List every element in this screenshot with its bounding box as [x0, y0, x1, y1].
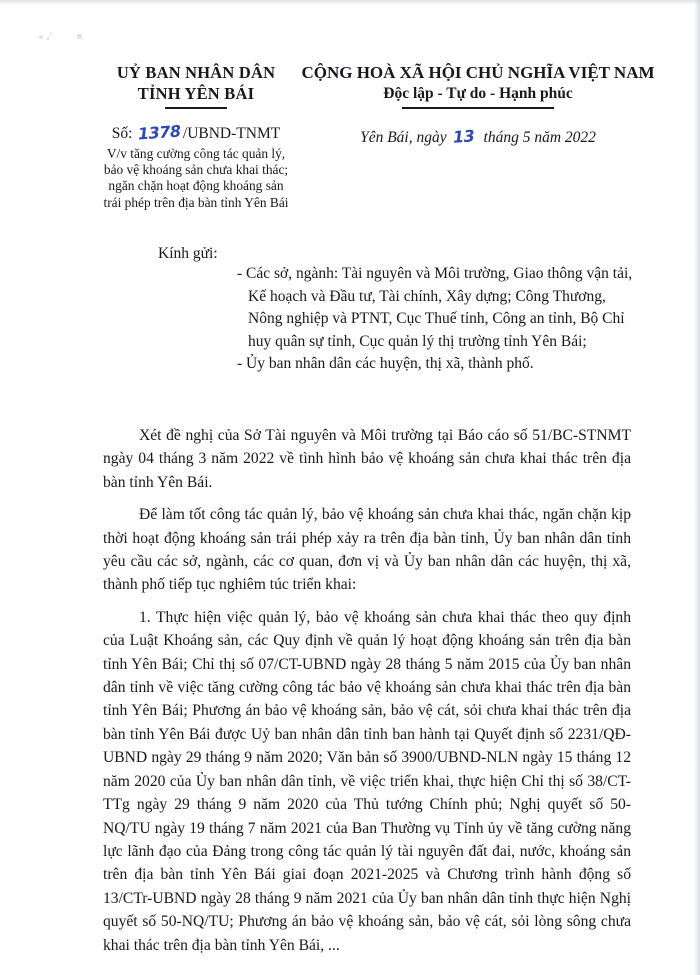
document-number-handwritten: 1378 [137, 121, 182, 144]
document-number-prefix: Số: [111, 124, 133, 142]
document-number-suffix: /UBND-TNMT [182, 124, 281, 142]
subject-line-4: trái phép trên địa bàn tỉnh Yên Bái [103, 194, 289, 210]
subject-line-3: ngăn chặn hoạt động khoáng sản [108, 178, 284, 194]
recipients-label: Kính gửi: [158, 245, 218, 262]
recipient-item: - Ủy ban nhân dân các huyện, thị xã, thành phố. [237, 355, 534, 373]
recipient-item: - Các sở, ngành: Tài nguyên và Môi trường, Giao thông vận tải, Kế hoạch và Đầu tư, Tài chính, Xây dựng; Công Thương, Nông nghiệp và PTNT, Cục Thuế tỉnh, Công an tỉnh, Bộ Chỉ huy quân sự tỉnh, Cục quản lý thị trường tỉnh Yên Bái; [237, 265, 633, 350]
subject-line-1: V/v tăng cường công tác quản lý, [106, 145, 286, 161]
scan-speck [50, 33, 52, 35]
body-paragraph-item-1: 1. Thực hiện việc quản lý, bảo vệ khoáng sản chưa khai thác theo quy định của Luật Khoáng sản, các Quy định về quản lý hoạt động khoáng sản trên địa bàn tỉnh Yên Bái; Chỉ thị số 07/CT-UBND ngày 28 tháng 5 năm 2015 của Ủy ban nhân dân tỉnh về việc tăng cường công tác bảo vệ khoáng sản chưa khai thác trên địa bàn tỉnh Yên Bái; Phương án bảo vệ khoáng sản, bảo vệ cát, sỏi chưa khai thác trên địa bàn tỉnh Yên Bái được Uỷ ban nhân dân tỉnh ban hành tại Quyết định số 2231/QĐ-UBND ngày 29 tháng 9 năm 2020; Văn bản số 3900/UBND-NLN ngày 15 tháng 12 năm 2020 của Ủy ban nhân dân tỉnh, về việc triển khai, thực hiện Chỉ thị số 38/CT-TTg ngày 29 tháng 9 năm 2020 của Thủ tướng Chính phủ; Nghị quyết số 50-NQ/TU ngày 19 tháng 7 năm 2021 của Ban Thường vụ Tỉnh ủy về tăng cường năng lực lãnh đạo của Đảng trong công tác quản lý tài nguyên đất đai, nước, khoáng sản trên địa bàn tỉnh Yên Bái giai đoạn 2021-2025 và Chương trình hành động số 13/CTr-UBND ngày 28 tháng 9 năm 2021 của Ủy ban nhân dân tỉnh thực hiện Nghị quyết số 50-NQ/TU; Phương án bảo vệ khoáng sản, bảo vệ cát, sỏi lòng sông chưa khai thác trên địa bàn tỉnh Yên Bái, ... [103, 608, 631, 954]
dateline-place: Yên Bái, ngày [360, 128, 447, 146]
body-paragraph: Xét đề nghị của Sở Tài nguyên và Môi trường tại Báo cáo số 51/BC-STNMT ngày 04 tháng 3 năm 2022 về tình hình bảo vệ khoáng sản chưa khai thác trên địa bàn tỉnh Yên Bái. [103, 427, 631, 491]
dateline [300, 127, 656, 147]
national-motto: Độc lập - Tự do - Hạnh phúc [383, 85, 573, 102]
document-number [72, 123, 320, 143]
recipients-list [237, 263, 633, 376]
subject-line-2: bảo vệ khoáng sản chưa khai thác; [103, 162, 289, 177]
organization-line-1: UỶ BAN NHÂN DÂN [116, 63, 276, 82]
organization-underline [165, 107, 227, 109]
scan-edge-top [0, 0, 700, 5]
national-header-underline [402, 107, 554, 109]
issuing-organization-block [72, 62, 320, 211]
national-title: CỘNG HOÀ XÃ HỘI CHỦ NGHĨA VIỆT NAM [301, 63, 655, 82]
organization-line-2: TỈNH YÊN BÁI [137, 84, 255, 103]
scan-speck [47, 37, 49, 40]
document-subject [72, 146, 320, 212]
document-header [0, 62, 700, 222]
national-header-block [300, 62, 656, 147]
body-paragraph: Để làm tốt công tác quản lý, bảo vệ khoáng sản chưa khai thác, ngăn chặn kịp thời hoạt động khoáng sản trái phép xảy ra trên địa bàn tỉnh, Ủy ban nhân dân tỉnh yêu cầu các sở, ngành, các cơ quan, đơn vị và Ủy ban nhân dân các huyện, thị xã, thành phố tiếp tục nghiêm túc triển khai: [103, 506, 631, 594]
document-body [103, 424, 631, 957]
dateline-month-year: tháng 5 năm 2022 [483, 128, 596, 146]
scan-speck [39, 35, 43, 39]
dateline-day-handwritten: 13 [451, 125, 475, 147]
scan-speck [77, 34, 82, 39]
